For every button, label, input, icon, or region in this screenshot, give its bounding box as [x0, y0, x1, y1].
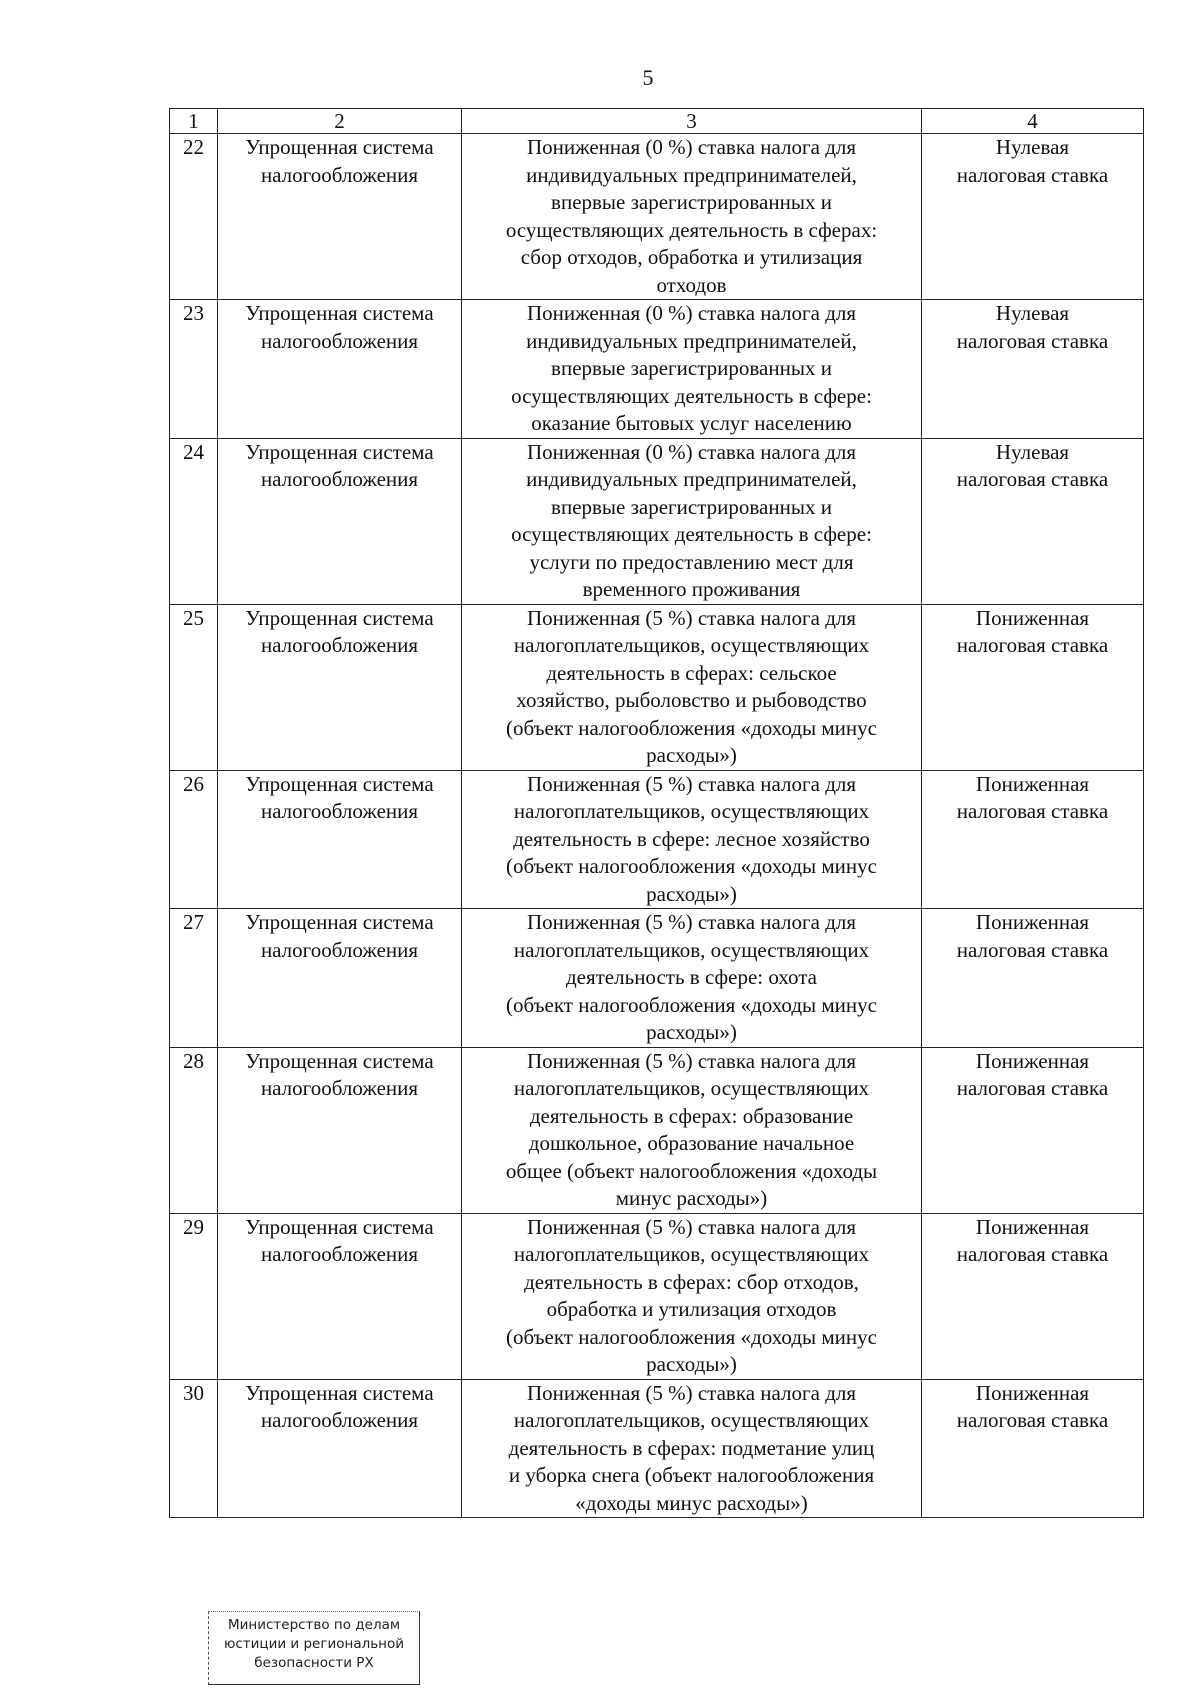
tax-system-cell [218, 909, 462, 1048]
tax-system-cell [218, 438, 462, 604]
tax-system-line: Упрощенная система [245, 1048, 434, 1073]
header-cell: 4 [922, 109, 1144, 134]
rate-type-cell [922, 438, 1144, 604]
table-row [170, 604, 1144, 770]
table-row [170, 909, 1144, 1048]
description-line: дошкольное, образование начальное [528, 1131, 855, 1155]
tax-system-line: налогообложения [260, 1408, 419, 1432]
description-line: деятельность в сферах: сбор отходов, [524, 1269, 859, 1294]
description-line: оказание бытовых услуг населению [531, 411, 852, 435]
tax-system-line: Упрощенная система [245, 605, 434, 630]
row-number: 23 [170, 300, 218, 439]
rate-type-cell [922, 300, 1144, 439]
description-line: Пониженная (0 %) ставка налога для [526, 135, 857, 159]
table-row [170, 134, 1144, 300]
stamp-line: юстиции и региональной [223, 1636, 405, 1652]
tax-system-line: налогообложения [260, 937, 419, 962]
rate-type-line: налоговая ставка [956, 633, 1109, 657]
description-line: Пониженная (5 %) ставка налога для [526, 910, 857, 934]
header-cell: 3 [462, 109, 922, 134]
description-line: налогоплательщиков, осуществляющих [513, 799, 870, 823]
description-line: осуществляющих деятельность в сферах: [505, 217, 878, 242]
description-line: услуги по предоставлению мест для [529, 549, 854, 574]
description-cell [462, 300, 922, 439]
rate-type-cell [922, 909, 1144, 1048]
tax-system-line: Упрощенная система [245, 301, 434, 325]
description-line: впервые зарегистрированных и [551, 190, 832, 214]
header-cell: 1 [170, 109, 218, 134]
row-number: 30 [170, 1379, 218, 1518]
rate-type-line: налоговая ставка [956, 162, 1109, 187]
row-number: 26 [170, 770, 218, 909]
description-line: налогоплательщиков, осуществляющих [513, 1242, 870, 1266]
description-line: временного проживания [582, 577, 801, 601]
rate-type-line: налоговая ставка [956, 937, 1109, 962]
rate-type-line: налоговая ставка [956, 1242, 1109, 1266]
description-line: (объект налогообложения «доходы минус [506, 1324, 877, 1349]
table-header-row [170, 109, 1144, 134]
rate-type-line: Нулевая [995, 439, 1070, 464]
rate-type-line: налоговая ставка [956, 328, 1109, 353]
tax-system-line: Упрощенная система [245, 910, 434, 934]
rate-type-line: налоговая ставка [956, 1076, 1109, 1100]
table-row [170, 300, 1144, 439]
description-cell [462, 909, 922, 1048]
stamp-line: безопасности РХ [254, 1655, 374, 1671]
description-line: деятельность в сферах: сельское [546, 660, 837, 685]
description-line: деятельность в сфере: лесное хозяйство [513, 826, 870, 851]
description-cell [462, 770, 922, 909]
rate-type-line: Пониженная [975, 1380, 1090, 1405]
tax-system-line: налогообложения [260, 328, 419, 353]
description-line: осуществляющих деятельность в сфере: [511, 522, 872, 546]
description-line: индивидуальных предпринимателей, [526, 162, 857, 187]
description-line: налогоплательщиков, осуществляющих [513, 1408, 870, 1432]
header-cell: 2 [218, 109, 462, 134]
description-line: деятельность в сферах: подметание улиц [508, 1435, 875, 1460]
description-line: налогоплательщиков, осуществляющих [513, 633, 870, 657]
description-line: отходов [656, 272, 727, 297]
tax-system-line: налогообложения [260, 633, 419, 657]
row-number: 27 [170, 909, 218, 1048]
rate-type-line: Пониженная [975, 771, 1090, 796]
ministry-stamp [208, 1611, 420, 1685]
description-line: (объект налогообложения «доходы минус [506, 715, 877, 740]
stamp-line: Министерство по делам [227, 1617, 401, 1633]
tax-system-line: Упрощенная система [245, 1214, 434, 1239]
tax-system-cell [218, 300, 462, 439]
description-line: налогоплательщиков, осуществляющих [513, 1076, 870, 1100]
description-line: Пониженная (5 %) ставка налога для [526, 605, 857, 630]
description-line: Пониженная (0 %) ставка налога для [526, 439, 857, 464]
description-line: деятельность в сфере: охота [565, 965, 818, 989]
description-line: и уборка снега (объект налогообложения [508, 1463, 875, 1487]
description-line: деятельность в сферах: образование [529, 1103, 854, 1128]
description-line: Пониженная (5 %) ставка налога для [526, 1214, 857, 1239]
rate-type-line: налоговая ставка [956, 467, 1109, 491]
tax-system-cell [218, 134, 462, 300]
description-line: хозяйство, рыболовство и рыбоводство [516, 688, 867, 712]
rate-type-line: Пониженная [975, 1048, 1090, 1073]
description-line: расходы») [646, 1352, 737, 1376]
page-number: 5 [642, 65, 654, 90]
rate-type-cell [922, 1379, 1144, 1518]
tax-system-line: налогообложения [260, 1242, 419, 1266]
rate-type-line: Пониженная [975, 605, 1090, 630]
description-cell [462, 438, 922, 604]
row-number: 29 [170, 1213, 218, 1379]
tax-rates-table [169, 108, 1144, 1518]
description-cell [462, 1047, 922, 1213]
description-line: впервые зарегистрированных и [551, 494, 832, 519]
table-row [170, 1213, 1144, 1379]
rate-type-cell [922, 604, 1144, 770]
description-line: «доходы минус расходы») [575, 1490, 808, 1515]
description-cell [462, 1379, 922, 1518]
tax-system-cell [218, 604, 462, 770]
tax-system-cell [218, 1047, 462, 1213]
rate-type-line: Нулевая [995, 301, 1070, 325]
tax-system-cell [218, 1213, 462, 1379]
tax-system-line: Упрощенная система [245, 771, 434, 796]
table-row [170, 770, 1144, 909]
tax-system-cell [218, 1379, 462, 1518]
tax-system-line: Упрощенная система [245, 439, 434, 464]
table-row [170, 1379, 1144, 1518]
description-line: Пониженная (5 %) ставка налога для [526, 1048, 857, 1073]
tax-system-line: налогообложения [260, 162, 419, 187]
description-line: общее (объект налогообложения «доходы [505, 1158, 878, 1183]
rate-type-line: Пониженная [975, 1214, 1090, 1239]
rate-type-line: Пониженная [975, 910, 1090, 934]
row-number: 25 [170, 604, 218, 770]
rate-type-cell [922, 134, 1144, 300]
description-line: расходы») [646, 743, 737, 767]
description-line: Пониженная (0 %) ставка налога для [526, 301, 857, 325]
rate-type-line: налоговая ставка [956, 1408, 1109, 1432]
description-line: осуществляющих деятельность в сфере: [511, 383, 872, 408]
rate-type-line: Нулевая [995, 135, 1070, 159]
description-cell [462, 134, 922, 300]
description-line: (объект налогообложения «доходы минус [506, 992, 877, 1017]
rate-type-cell [922, 770, 1144, 909]
description-line: расходы») [646, 1020, 737, 1044]
description-line: индивидуальных предпринимателей, [526, 328, 857, 353]
table-row [170, 1047, 1144, 1213]
row-number: 24 [170, 438, 218, 604]
rate-type-line: налоговая ставка [956, 799, 1109, 823]
description-line: (объект налогообложения «доходы минус [506, 854, 877, 878]
tax-system-line: налогообложения [260, 467, 419, 491]
description-line: впервые зарегистрированных и [551, 356, 832, 380]
tax-system-line: Упрощенная система [245, 135, 434, 159]
description-line: индивидуальных предпринимателей, [526, 467, 857, 491]
tax-system-line: Упрощенная система [245, 1380, 434, 1405]
tax-system-cell [218, 770, 462, 909]
description-line: Пониженная (5 %) ставка налога для [526, 1380, 857, 1405]
row-number: 22 [170, 134, 218, 300]
description-cell [462, 604, 922, 770]
description-line: сбор отходов, обработка и утилизация [520, 245, 863, 269]
description-cell [462, 1213, 922, 1379]
description-line: минус расходы») [615, 1186, 768, 1210]
rate-type-cell [922, 1213, 1144, 1379]
table-row [170, 438, 1144, 604]
row-number: 28 [170, 1047, 218, 1213]
tax-system-line: налогообложения [260, 1076, 419, 1100]
description-line: обработка и утилизация отходов [546, 1297, 837, 1321]
description-line: налогоплательщиков, осуществляющих [513, 937, 870, 962]
tax-system-line: налогообложения [260, 799, 419, 823]
table-body [170, 134, 1144, 1518]
description-line: Пониженная (5 %) ставка налога для [526, 771, 857, 796]
description-line: расходы») [646, 881, 737, 906]
rate-type-cell [922, 1047, 1144, 1213]
